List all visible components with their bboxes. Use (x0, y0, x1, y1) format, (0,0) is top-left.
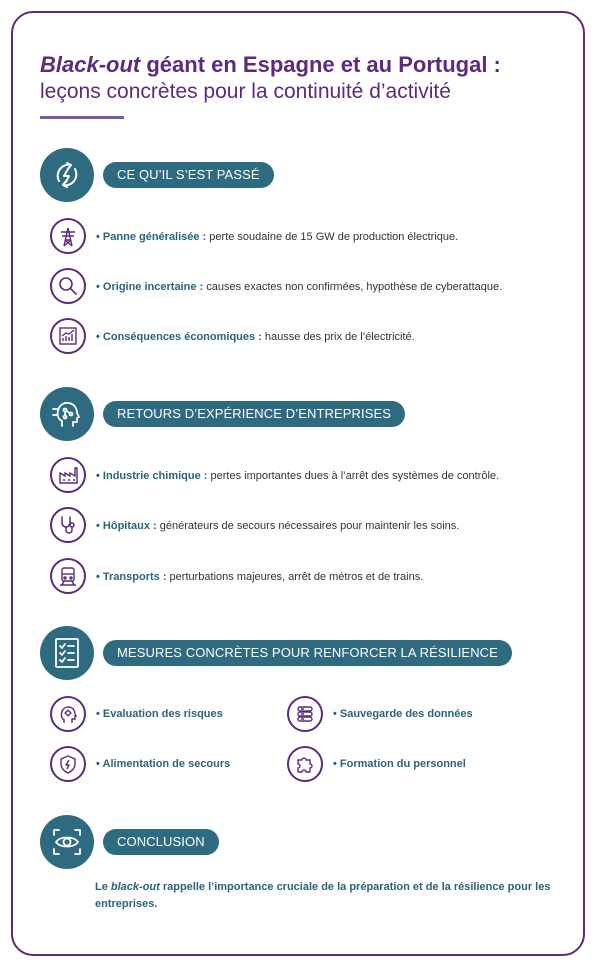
database-icon (287, 696, 323, 732)
conclusion-text: Le black-out rappelle l’importance cruciale de la préparation et de la résilience pour les entreprises. (95, 881, 551, 910)
magnifier-icon (50, 268, 86, 304)
section-pill-mesures: MESURES CONCRÈTES POUR RENFORCER LA RÉSILIENCE (103, 640, 512, 666)
list-item: • Alimentation de secours (96, 758, 231, 770)
refresh-arrows-icon (40, 148, 94, 202)
page-subtitle: leçons concrètes pour la continuité d’activité (40, 80, 451, 103)
list-item: • Conséquences économiques : hausse des prix de l’électricité. (96, 331, 415, 343)
checklist-icon (40, 626, 94, 680)
list-item: • Panne généralisée : perte soudaine de 15 GW de production électrique. (96, 231, 459, 243)
list-item: • Sauvegarde des données (333, 708, 473, 720)
puzzle-icon (287, 746, 323, 782)
power-pylon-icon (50, 218, 86, 254)
section-pill-conclusion: CONCLUSION (103, 829, 219, 855)
list-item: • Hôpitaux : générateurs de secours nécessaires pour maintenir les soins. (96, 520, 460, 532)
title-underline (40, 116, 124, 119)
section-pill-passe: CE QU’IL S’EST PASSÉ (103, 162, 274, 188)
list-item: • Industrie chimique : pertes importantes dues à l’arrêt des systèmes de contrôle. (96, 470, 500, 482)
shield-bolt-icon (50, 746, 86, 782)
list-item: • Evaluation des risques (96, 708, 223, 720)
stethoscope-icon (50, 507, 86, 543)
list-item: • Transports : perturbations majeures, arrêt de métros et de trains. (96, 571, 424, 583)
brain-gear-icon (50, 696, 86, 732)
factory-icon (50, 457, 86, 493)
train-icon (50, 558, 86, 594)
list-item: • Formation du personnel (333, 758, 466, 770)
page-title: Black-out géant en Espagne et au Portugal : (40, 52, 501, 77)
eye-icon (40, 815, 94, 869)
chart-up-icon (50, 318, 86, 354)
card-frame (11, 11, 585, 956)
ai-head-icon (40, 387, 94, 441)
list-item: • Origine incertaine : causes exactes non confirmées, hypothèse de cyberattaque. (96, 281, 503, 293)
section-pill-retours: RETOURS D’EXPÉRIENCE D’ENTREPRISES (103, 401, 405, 427)
